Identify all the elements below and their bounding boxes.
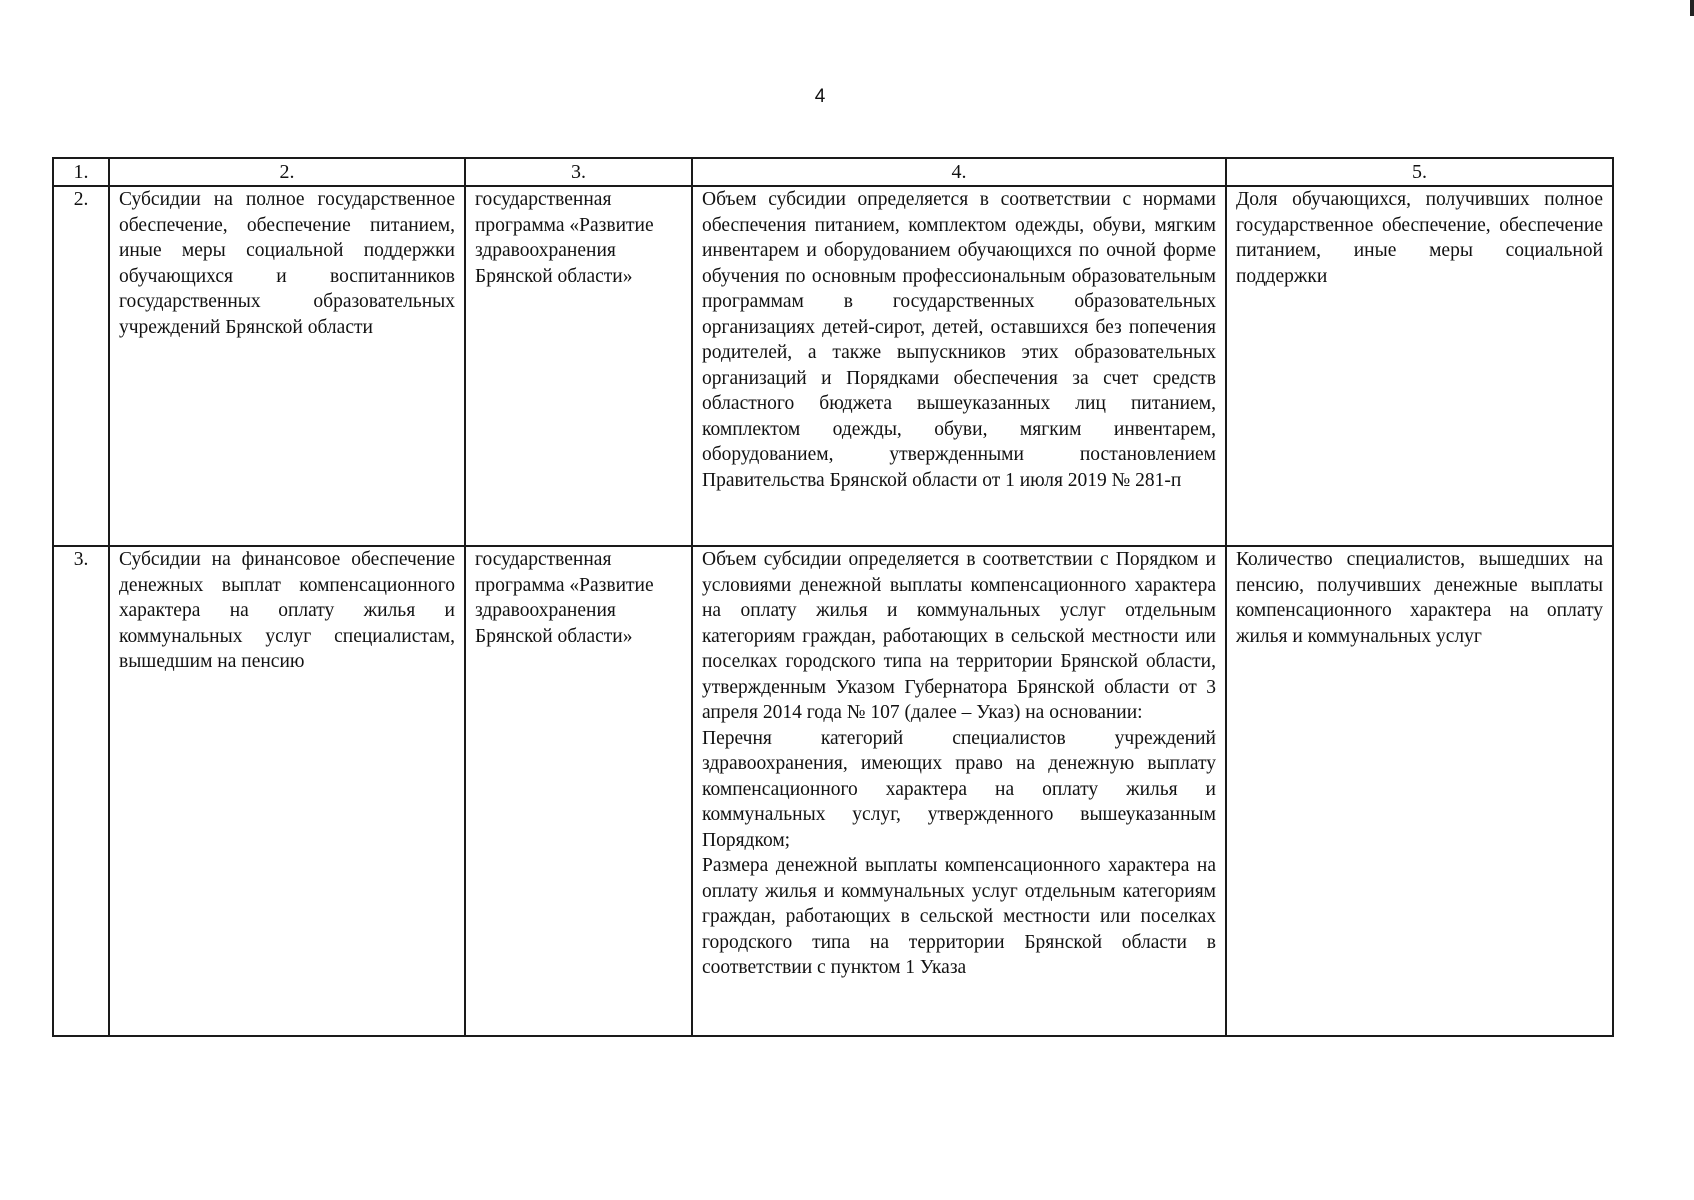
method-paragraph: Объем субсидии определяется в соответствии с Порядком и условиями денежной выплаты компенсационного характера на оплату жилья и коммунальных услуг отдельным категориям граждан, работающих в сельской местности или поселках городского типа на территории Брянской области, утвержденным Указом Губернатора Брянской области от 3 апреля 2014 года № 107 (далее – Указ) на основании: <box>702 549 1216 723</box>
result-indicator: Количество специалистов, вышедших на пенсию, получивших денежные выплаты компенсационного характера на оплату жилья и коммунальных услуг <box>1226 546 1613 1036</box>
header-col-2: 2. <box>109 158 465 186</box>
table-header <box>53 158 1613 186</box>
subsidy-name: Субсидии на полное государственное обеспечение, обеспечение питанием, иные меры социальной поддержки обучающихся и воспитанников государственных образовательных учреждений Брянской области <box>109 186 465 546</box>
subsidy-name: Субсидии на финансовое обеспечение денежных выплат компенсационного характера на оплату жилья и коммунальных услуг специалистам, вышедшим на пенсию <box>109 546 465 1036</box>
header-col-5: 5. <box>1226 158 1613 186</box>
program-name: государственная программа «Развитие здравоохранения Брянской области» <box>465 186 692 546</box>
method-paragraph: Перечня категорий специалистов учреждений здравоохранения, имеющих право на денежную выплату компенсационного характера на оплату жилья и коммунальных услуг, утвержденного вышеуказанным Порядком; <box>702 727 1216 851</box>
calculation-method <box>692 186 1226 546</box>
row-number: 2. <box>53 186 109 546</box>
method-paragraph: Размера денежной выплаты компенсационного характера на оплату жилья и коммунальных услуг отдельным категориям граждан, работающих в сельской местности или поселках городского типа на территории Брянской области в соответствии с пунктом 1 Указа <box>702 855 1216 978</box>
row-number: 3. <box>53 546 109 1036</box>
result-indicator: Доля обучающихся, получивших полное государственное обеспечение, обеспечение питанием, иные меры социальной поддержки <box>1226 186 1613 546</box>
table-row <box>53 186 1613 546</box>
header-col-1: 1. <box>53 158 109 186</box>
scan-edge-mark <box>1690 0 1694 16</box>
header-col-3: 3. <box>465 158 692 186</box>
subsidies-table <box>52 157 1614 1037</box>
program-name: государственная программа «Развитие здравоохранения Брянской области» <box>465 546 692 1036</box>
calculation-method <box>692 546 1226 1036</box>
header-col-4: 4. <box>692 158 1226 186</box>
table-row <box>53 546 1613 1036</box>
page-number: 4 <box>814 86 826 107</box>
header-row <box>53 158 1613 186</box>
method-paragraph: Объем субсидии определяется в соответствии с нормами обеспечения питанием, комплектом одежды, обуви, мягким инвентарем и оборудованием обучающихся по очной форме обучения по основным профессиональным образовательным программам в государственных образовательных организациях детей-сирот, детей, оставшихся без попечения родителей, а также выпускников этих образовательных организаций и Порядками обеспечения за счет средств областного бюджета вышеуказанных лиц питанием, комплектом одежды, обуви, мягким инвентарем, оборудованием, утвержденными постановлением Правительства Брянской области от 1 июля 2019 № 281-п <box>702 189 1216 491</box>
